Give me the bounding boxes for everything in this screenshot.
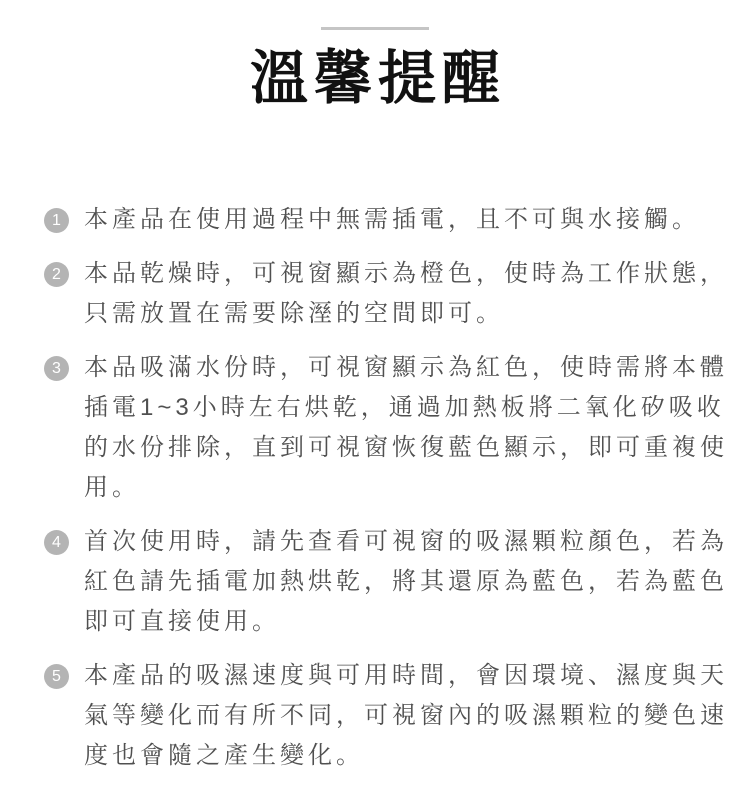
- notice-text: [84, 254, 728, 334]
- notice-line: 的水份排除，直到可視窗恢復藍色顯示，即可重複使: [84, 434, 728, 461]
- notice-number-badge: 2: [44, 262, 69, 287]
- notice-line: 只需放置在需要除溼的空間即可。: [84, 300, 504, 327]
- notice-list: [0, 200, 750, 776]
- notice-line: 本產品在使用過程中無需插電，且不可與水接觸。: [84, 206, 700, 233]
- notice-line: 用。: [84, 474, 140, 501]
- notice-text: [84, 348, 728, 508]
- notice-item-4: [44, 522, 728, 642]
- notice-item-5: [44, 656, 728, 776]
- notice-line: 度也會隨之產生變化。: [84, 742, 364, 769]
- notice-line: 紅色請先插電加熱烘乾，將其還原為藍色，若為藍色: [84, 568, 728, 595]
- notice-line: 氣等變化而有所不同，可視窗內的吸濕顆粒的變色速: [84, 702, 728, 729]
- notice-line: 本品吸滿水份時，可視窗顯示為紅色，使時需將本體: [84, 354, 728, 381]
- notice-number-badge: 1: [44, 208, 69, 233]
- notice-line: 本產品的吸濕速度與可用時間，會因環境、濕度與天: [84, 662, 728, 689]
- notice-line: 首次使用時，請先查看可視窗的吸濕顆粒顏色，若為: [84, 528, 728, 555]
- notice-item-3: [44, 348, 728, 508]
- page-title: 溫馨提醒: [249, 46, 506, 111]
- notice-line: 即可直接使用。: [84, 608, 280, 635]
- notice-number-badge: 4: [44, 530, 69, 555]
- notice-line: 插電1~3小時左右烘乾，通過加熱板將二氧化矽吸收: [84, 394, 725, 421]
- notice-number-badge: 3: [44, 356, 69, 381]
- notice-item-1: [44, 200, 722, 240]
- title-divider: [321, 27, 429, 30]
- notice-text: [84, 522, 728, 642]
- notice-text: [84, 200, 700, 240]
- notice-line: 本品乾燥時，可視窗顯示為橙色，使時為工作狀態，: [84, 260, 728, 287]
- notice-item-2: [44, 254, 728, 334]
- notice-number-badge: 5: [44, 664, 69, 689]
- notice-text: [84, 656, 728, 776]
